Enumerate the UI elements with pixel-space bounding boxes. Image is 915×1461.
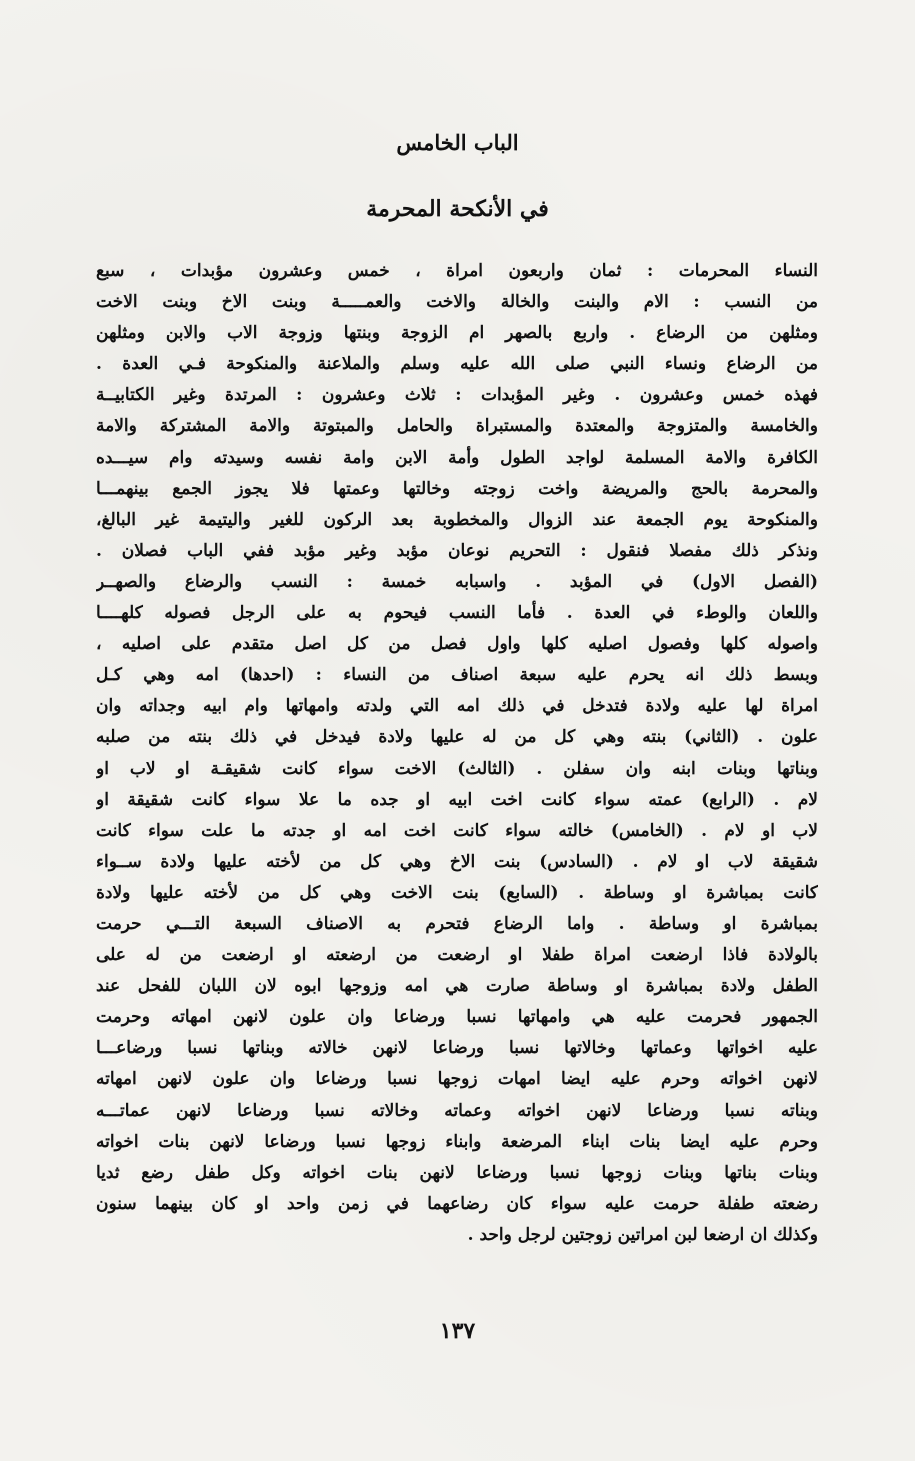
text-line: رضعته طفلة حرمت عليه سواء كان رضاعهما في زمن واحد او كان بينهما سنون [96,1193,818,1214]
text-line: الجمهور فحرمت عليه هي وامهاتها نسبا ورضاعا وان علون لانهن امهاته وحرمت [96,1007,818,1028]
text-line: الطفل ولادة بمباشرة او وساطة صارت هي امه وزوجها ابوه لان اللبان للفحل عند [96,976,818,997]
text-line: ونذكر ذلك مفصلا فنقول : التحريم نوعان مؤبد وغير مؤبد ففي الباب فصلان . [96,540,818,561]
page-number: ١٣٧ [439,1318,476,1344]
text-line: عليه اخواتها وعماتها وخالاتها نسبا ورضاعا لانهن خالاته وبناتها نسبا ورضاعـــا [96,1038,818,1059]
text-line: امراة لها عليه ولادة فتدخل في ذلك امه التي ولدته وامهاتها وام ابيه وجداته وان [96,696,818,717]
text-line: وبنات بناتها وبنات زوجها نسبا ورضاعا لانهن بنات اخواته وكل طفل رضع ثديا [96,1162,818,1183]
text-line: من الرضاع ونساء النبي صلى الله عليه وسلم والملاعنة والمنكوحة فـي العدة . [96,354,818,375]
text-line: من النسب : الام والبنت والخالة والاخت والعمـــــة وبنت الاخ وبنت الاخت [96,292,818,313]
text-line: وبناته نسبا ورضاعا لانهن اخواته وعماته وخالاته نسبا ورضاعا لانهن عماتـــه [96,1100,818,1121]
chapter-title: الباب الخامس [396,130,519,155]
text-line: بالولادة فاذا ارضعت امراة طفلا او ارضعت من ارضعته او ارضعت من له على [96,945,818,966]
text-line: وكذلك ان ارضعا لبن امراتين زوجتين لرجل واحد . [467,1224,818,1245]
text-line: واصوله كلها وفصول اصليه كلها واول فصل من كل اصل متقدم على اصليه ، [96,634,818,655]
text-line: لام . (الرابع) عمته سواء كانت اخت ابيه او جده ما علا سواء كانت شقيقة او [96,789,818,810]
text-line: علون . (الثاني) بنته وهي كل من له عليها ولادة فيدخل في ذلك بنته من صلبه [96,727,818,748]
chapter-subtitle: في الأنكحة المحرمة [366,196,549,222]
text-line: ومثلهن من الرضاع . واربع بالصهر ام الزوجة وبنتها وزوجة الاب والابن ومثلهن [96,323,818,344]
text-line: والخامسة والمتزوجة والمعتدة والمستبراة والحامل والمبتوتة والامة المشتركة والامة [96,416,818,437]
text-line: الكافرة والامة المسلمة لواجد الطول وأمة الابن وامة نفسه وسيدته وام سيـــده [96,447,818,468]
text-line: فهذه خمس وعشرون . وغير المؤبدات : ثلاث وعشرون : المرتدة وغير الكتابيــة [96,385,818,406]
text-line: (الفصل الاول) في المؤبد . واسبابه خمسة : النسب والرضاع والصهــر [96,571,818,592]
text-line: والمنكوحة يوم الجمعة عند الزوال والمخطوبة بعد الركون للغير واليتيمة غير البالغ، [96,509,818,530]
text-line: كانت بمباشرة او وساطة . (السابع) بنت الاخت وهي كل من لأخته عليها ولادة [96,882,818,903]
text-line: والمحرمة بالحج والمريضة واخت زوجته وخالتها وعمتها فلا يجوز الجمع بينهمـــا [96,478,818,499]
text-line: شقيقة لاب او لام . (السادس) بنت الاخ وهي كل من لأخته عليها ولادة ســواء [96,851,818,872]
text-line: لاب او لام . (الخامس) خالته سواء كانت اخت امه او جدته ما علت سواء كانت [96,820,818,841]
body-text [96,256,818,1251]
text-line: بمباشرة او وساطة . واما الرضاع فتحرم به الاصناف السبعة التـــي حرمت [96,913,818,934]
text-line: وبناتها وبنات ابنه وان سفلن . (الثالث) الاخت سواء كانت شقيقـة او لاب او [96,758,818,779]
text-line: واللعان والوطء في العدة . فأما النسب فيحوم به على الرجل فصوله كلهــــا [96,603,818,624]
text-line: النساء المحرمات : ثمان واربعون امراة ، خمس وعشرون مؤبدات ، سبع [96,261,818,281]
text-line: وحرم عليه ايضا بنات ابناء المرضعة وابناء زوجها نسبا ورضاعا لانهن بنات اخواته [96,1131,818,1152]
text-line: وبسط ذلك انه يحرم عليه سبعة اصناف من النساء : (احدها) امه وهي كـل [96,665,818,686]
text-line: لانهن اخواته وحرم عليه ايضا امهات زوجها نسبا ورضاعا وان علون لانهن امهاته [96,1069,818,1090]
